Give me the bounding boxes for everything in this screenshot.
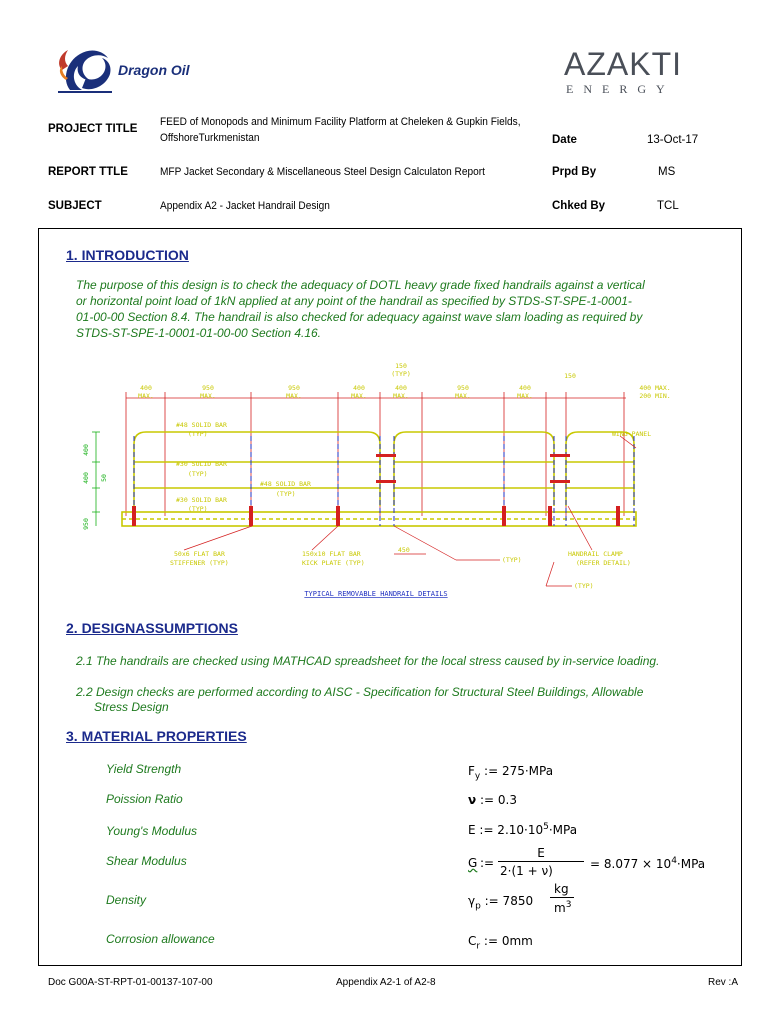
dim-450: 450	[398, 546, 410, 554]
introduction-title: 1. INTRODUCTION	[66, 247, 189, 263]
project-title-line1: FEED of Monopods and Minimum Facility Platform at Cheleken & Gupkin Fields,	[160, 116, 521, 128]
dim-6: 950	[457, 384, 469, 392]
drawing-caption: TYPICAL REMOVABLE HANDRAIL DETAILS	[304, 590, 448, 598]
checked-by-value: TCL	[657, 200, 679, 212]
bar-label-4-typ: (TYP)	[276, 490, 296, 498]
project-title-line2: OffshoreTurkmenistan	[160, 132, 260, 144]
dim-2-max: MAX.	[200, 392, 216, 400]
wing-panel-label: WING PANEL	[612, 430, 652, 438]
dim-5: 400	[395, 384, 407, 392]
corrosion-allowance-label: Corrosion allowance	[106, 932, 215, 946]
subject-value: Appendix A2 - Jacket Handrail Design	[160, 200, 330, 212]
bar-label-2-typ: (TYP)	[188, 470, 208, 478]
report-title-value: MFP Jacket Secondary & Miscellaneous Steel Design Calculaton Report	[160, 166, 485, 178]
vdim-2: 400	[82, 472, 90, 484]
top-150b: 150	[564, 372, 576, 380]
dim-3: 950	[288, 384, 300, 392]
dragon-oil-logo-icon	[52, 40, 124, 100]
shear-modulus-label: Shear Modulus	[106, 854, 187, 868]
introduction-line-2: or horizontal point load of 1kN applied at any point of the handrail as specified by STDS-ST-SPE-1-0001-	[76, 294, 632, 308]
material-properties-title: 3. MATERIAL PROPERTIES	[66, 728, 247, 744]
checked-by-label: Chked By	[552, 200, 606, 212]
project-title-label: PROJECT TITLE	[48, 123, 138, 135]
dim-2: 950	[202, 384, 214, 392]
dim-7-max: MAX.	[517, 392, 533, 400]
assumption-2-2-line2: Stress Design	[94, 700, 169, 714]
date-value: 13-Oct-17	[647, 134, 699, 146]
clamp-label-1: HANDRAIL CLAMP	[568, 550, 623, 558]
poisson-ratio-value: ν := 0.3	[468, 793, 517, 807]
assumption-2-1: 2.1 The handrails are checked using MATHCAD spreadsheet for the local stress caused by in-service loading.	[76, 654, 660, 668]
bar-label-2: #30 SOLID BAR	[176, 460, 227, 468]
dim-3-max: MAX.	[286, 392, 302, 400]
handrail-drawing	[76, 356, 696, 604]
dim-8-min: 200 MIN.	[639, 392, 671, 400]
azakti-logo-subtext: ENERGY	[566, 82, 675, 96]
azakti-logo-text: AZAKTI	[564, 46, 683, 82]
dim-1-max: MAX.	[138, 392, 154, 400]
dim-4: 400	[353, 384, 365, 392]
bar-label-3: #30 SOLID BAR	[176, 496, 227, 504]
date-label: Date	[552, 134, 577, 146]
dragon-oil-logo-text: Dragon Oil	[118, 62, 190, 78]
typ-label-1: (TYP)	[502, 556, 522, 564]
poisson-ratio-label: Poission Ratio	[106, 792, 183, 806]
design-assumptions-title: 2. DESIGNASSUMPTIONS	[66, 620, 238, 636]
footer-page-number: Appendix A2-1 of A2-8	[336, 977, 436, 988]
dim-8: 400 MAX.	[639, 384, 671, 392]
top-150-typ: (TYP)	[391, 370, 411, 378]
vdim-4: 950	[82, 518, 90, 530]
dim-7: 400	[519, 384, 531, 392]
footer-revision: Rev :A	[708, 977, 739, 988]
stiffener-label: STIFFENER (TYP)	[170, 559, 229, 567]
introduction-line-1: The purpose of this design is to check the adequacy of DOTL heavy grade fixed handrails against a vertical	[76, 278, 645, 292]
corrosion-allowance-value: $C_r$ := 0mm	[468, 934, 533, 952]
report-title-label: REPORT TTLE	[48, 166, 128, 178]
youngs-modulus-label: Young's Modulus	[106, 824, 198, 838]
yield-strength-value: $F_y$ := 275·MPa	[468, 764, 554, 782]
kick-plate-label-1: 150x10 FLAT BAR	[302, 550, 361, 558]
assumption-2-2-line1: 2.2 Design checks are performed according to AISC - Specification for Structural Steel Buildings, Allowable	[76, 685, 644, 699]
flat-bar-label: 50x6 FLAT BAR	[174, 550, 225, 558]
top-150: 150	[395, 362, 407, 370]
vdim-3: 50	[100, 474, 108, 482]
dim-1: 400	[140, 384, 152, 392]
bar-label-3-typ: (TYP)	[188, 505, 208, 513]
introduction-line-3: 01-00-00 Section 8.4. The handrail is also checked for adequacy against wave slam loading as required by	[76, 310, 643, 324]
bar-label-4: #48 SOLID BAR	[260, 480, 311, 488]
subject-label: SUBJECT	[48, 200, 102, 212]
footer-doc-number: Doc G00A-ST-RPT-01-00137-107-00	[48, 977, 213, 988]
dim-5-max: MAX.	[393, 392, 409, 400]
clamp-label-2: (REFER DETAIL)	[576, 559, 631, 567]
prepared-by-value: MS	[658, 166, 676, 178]
density-label: Density	[106, 893, 147, 907]
prepared-by-label: Prpd By	[552, 166, 597, 178]
kick-plate-label-2: KICK PLATE (TYP)	[302, 559, 365, 567]
yield-strength-label: Yield Strength	[106, 762, 182, 776]
dim-4-max: MAX.	[351, 392, 367, 400]
bar-label-1-typ: (TYP)	[188, 430, 208, 438]
introduction-line-4: STDS-ST-SPE-1-0001-01-00-00 Section 4.16.	[76, 326, 322, 340]
dim-6-max: MAX.	[455, 392, 471, 400]
vdim-1: 400	[82, 444, 90, 456]
youngs-modulus-value: E := $2.10\cdot 10^5\cdot MPa$	[468, 822, 578, 837]
typ-label-2: (TYP)	[574, 582, 594, 590]
bar-label-1: #48 SOLID BAR	[176, 421, 227, 429]
